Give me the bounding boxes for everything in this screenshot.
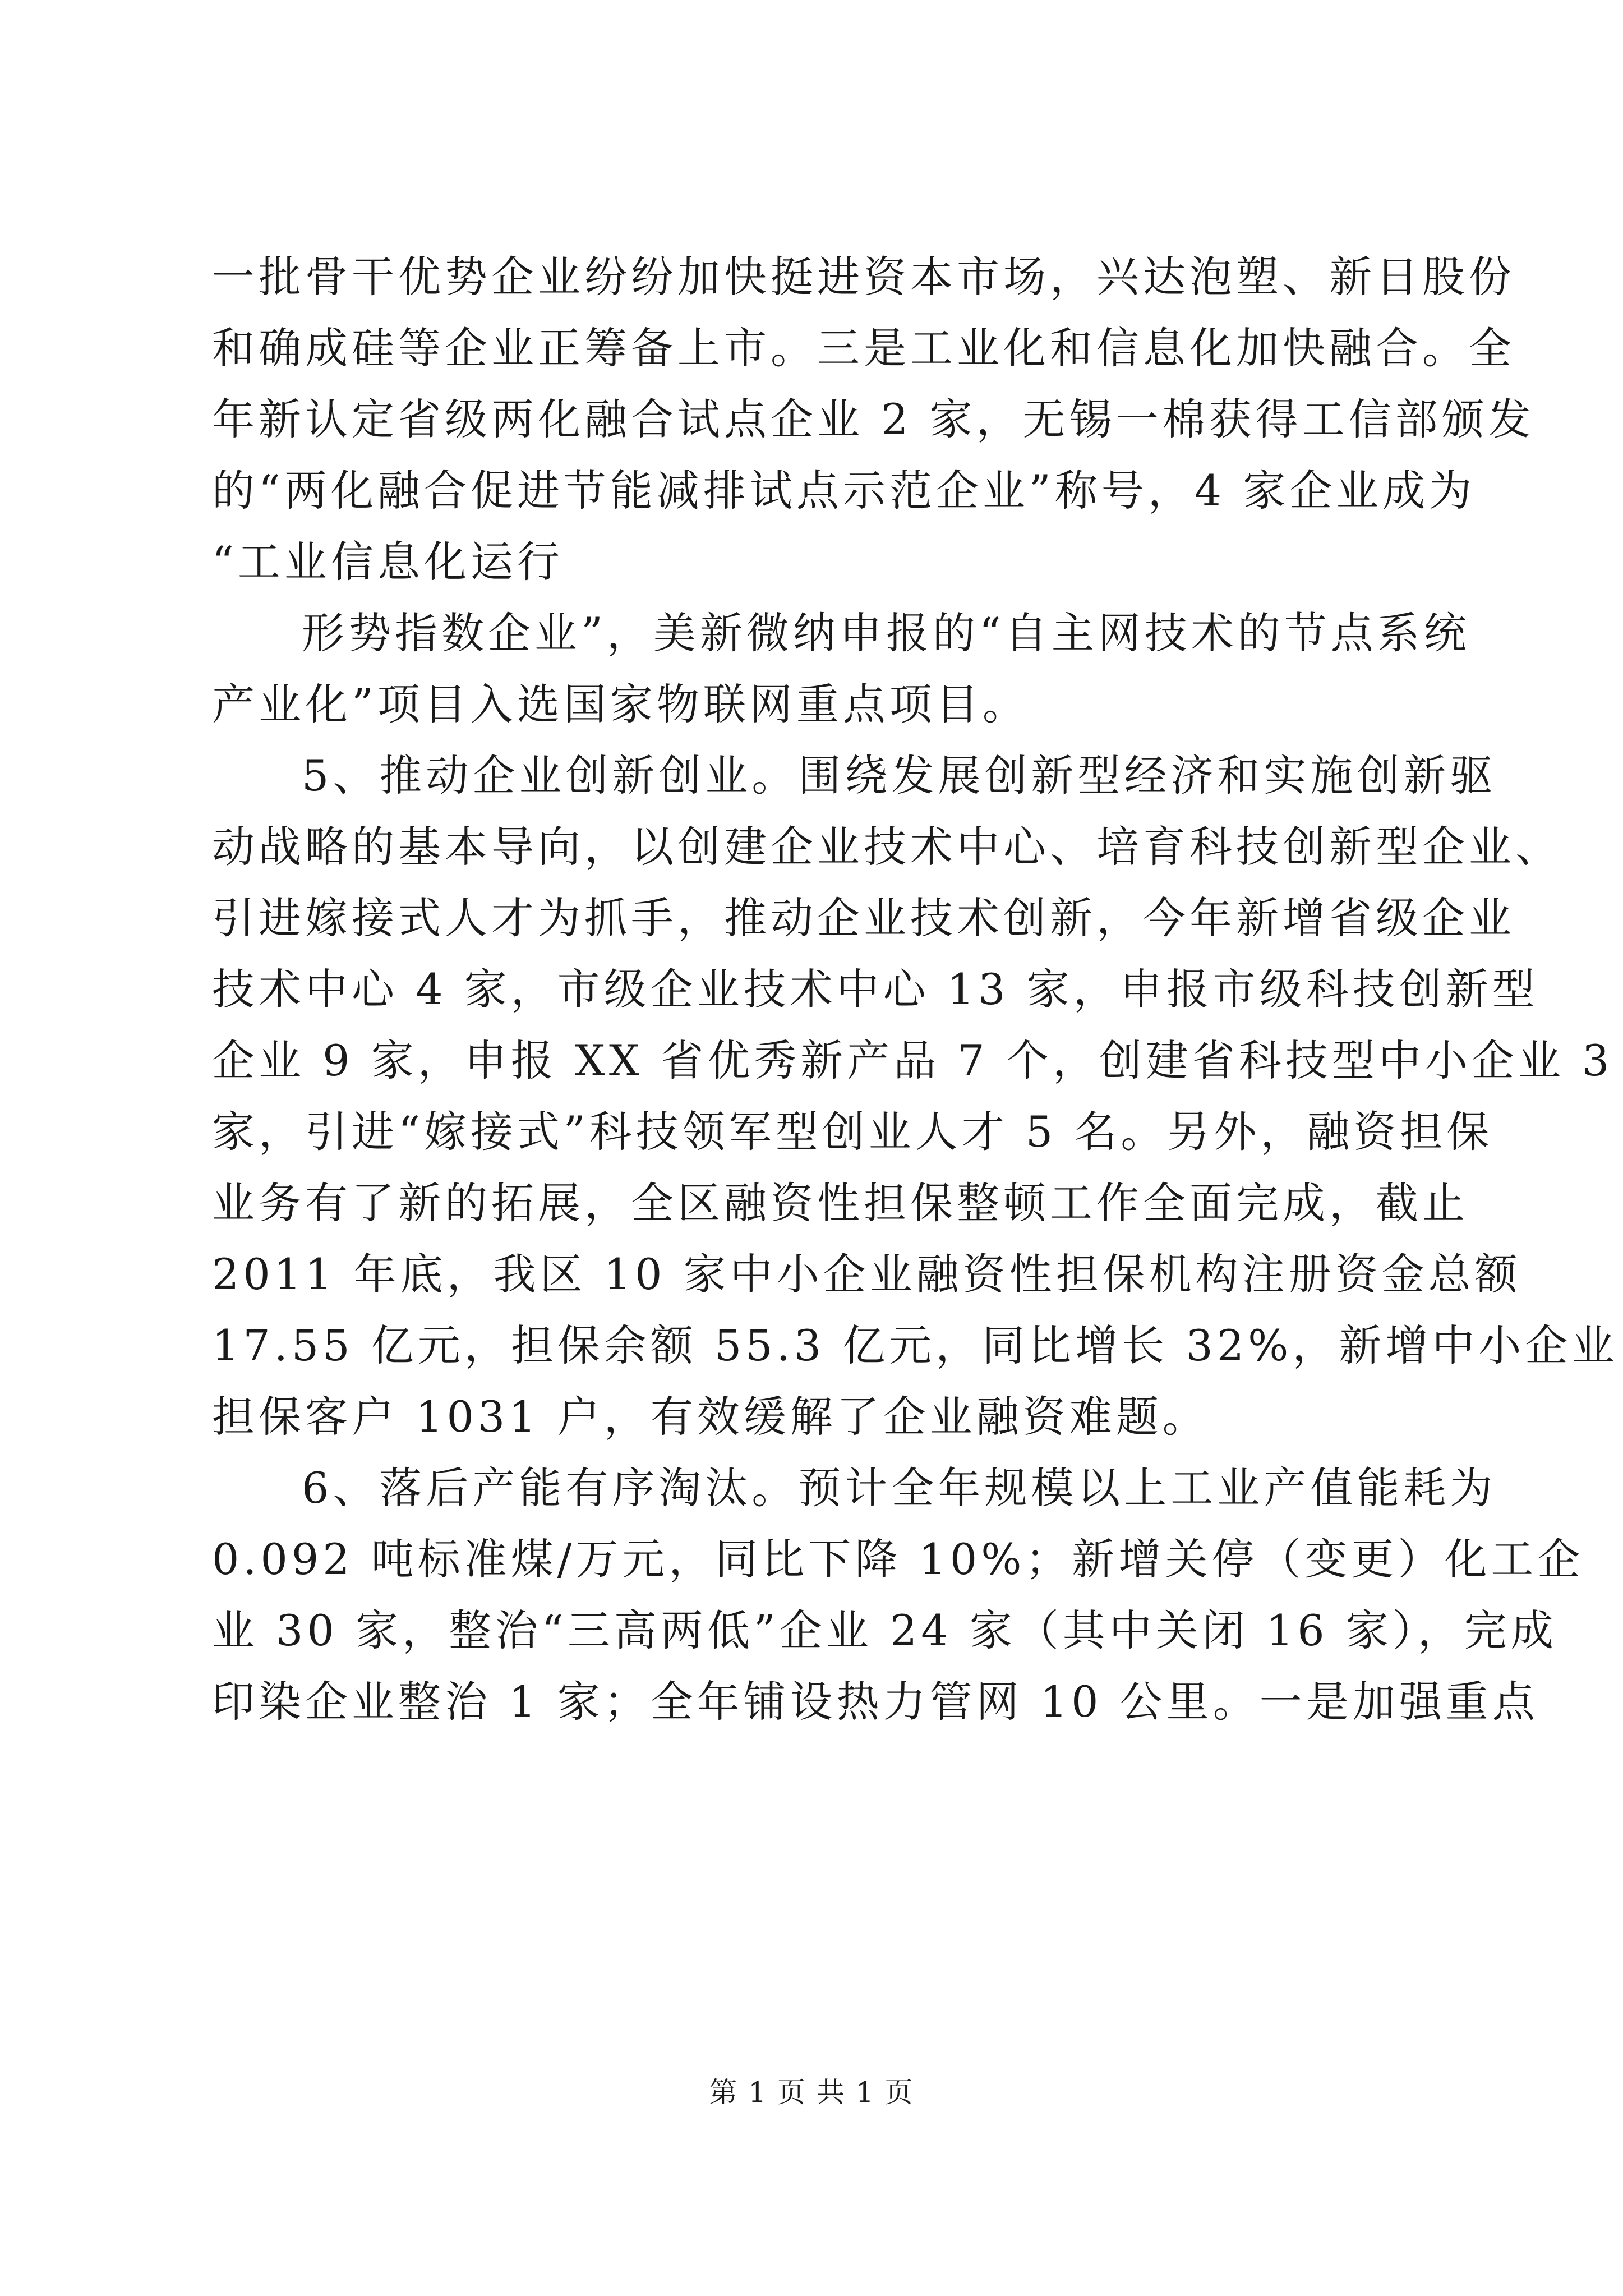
text-line-19: 0.092 吨标准煤/万元，同比下降 10%；新增关停（变更）化工企 xyxy=(212,1534,1584,1584)
text-line-15: 2011 年底，我区 10 家中小企业融资性担保机构注册资金总额 xyxy=(212,1249,1521,1299)
text-line-13: 家，引进“嫁接式”科技领军型创业人才 5 名。另外，融资担保 xyxy=(212,1107,1493,1157)
text-line-4: 的“两化融合促进节能减排试点示范企业”称号，4 家企业成为 xyxy=(212,466,1476,516)
text-line-5: “工业信息化运行 xyxy=(212,537,564,587)
text-line-9: 动战略的基本导向，以创建企业技术中心、培育科技创新型企业、 xyxy=(212,822,1562,872)
text-line-20: 业 30 家，整治“三高两低”企业 24 家（其中关闭 16 家），完成 xyxy=(212,1605,1557,1655)
text-line-17: 担保客户 1031 户，有效缓解了企业融资难题。 xyxy=(212,1392,1209,1442)
page-number-label: 第 1 页 共 1 页 xyxy=(709,2076,914,2109)
text-line-6: 形势指数企业”，美新微纳申报的“自主网技术的节点系统 xyxy=(302,608,1470,658)
text-line-3: 年新认定省级两化融合试点企业 2 家，无锡一棉获得工信部颁发 xyxy=(212,394,1535,444)
text-line-7: 产业化”项目入选国家物联网重点项目。 xyxy=(212,679,1029,729)
text-line-2: 和确成硅等企业正筹备上市。三是工业化和信息化加快融合。全 xyxy=(212,323,1515,373)
text-line-10: 引进嫁接式人才为抓手，推动企业技术创新，今年新增省级企业 xyxy=(212,893,1515,943)
text-line-21: 印染企业整治 1 家；全年铺设热力管网 10 公里。一是加强重点 xyxy=(212,1677,1539,1727)
text-line-11: 技术中心 4 家，市级企业技术中心 13 家，申报市级科技创新型 xyxy=(212,964,1539,1014)
body-text xyxy=(212,241,1619,1737)
text-line-18: 6、落后产能有序淘汰。预计全年规模以上工业产值能耗为 xyxy=(302,1463,1497,1513)
text-line-14: 业务有了新的拓展，全区融资性担保整顿工作全面完成，截止 xyxy=(212,1178,1469,1228)
text-line-1: 一批骨干优势企业纷纷加快挺进资本市场，兴达泡塑、新日股份 xyxy=(212,252,1515,302)
text-line-16: 17.55 亿元，担保余额 55.3 亿元，同比增长 32%，新增中小企业 xyxy=(212,1320,1619,1370)
text-line-12: 企业 9 家，申报 XX 省优秀新产品 7 个，创建省科技型中小企业 3 xyxy=(212,1036,1613,1085)
text-line-8: 5、推动企业创新创业。围绕发展创新型经济和实施创新驱 xyxy=(302,751,1497,800)
page-footer xyxy=(0,2070,1623,2110)
